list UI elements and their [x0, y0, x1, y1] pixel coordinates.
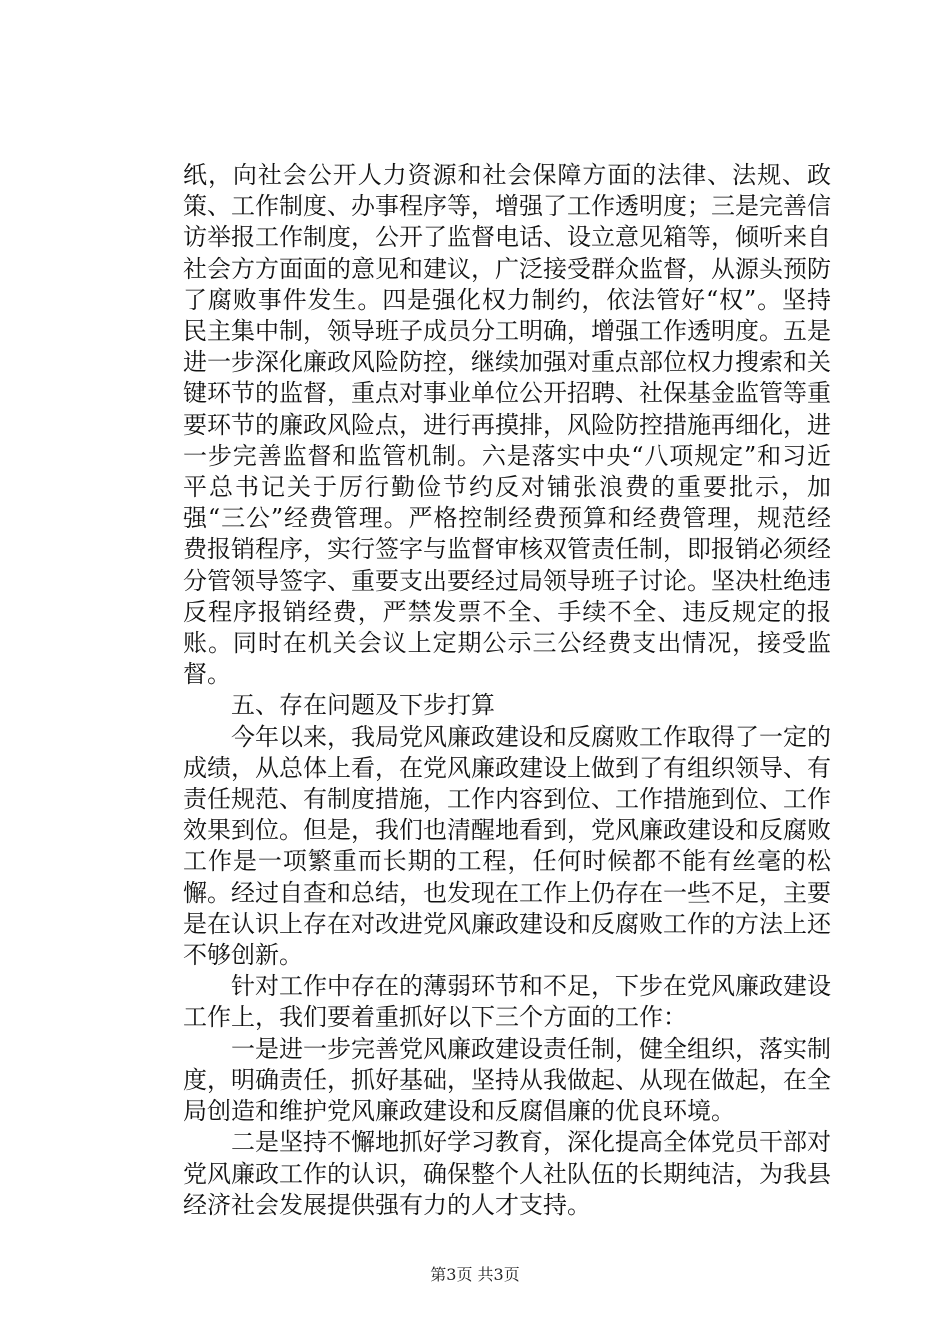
page-number-footer: 第3页 共3页	[430, 1265, 520, 1284]
document-body	[183, 160, 831, 1221]
paragraph: 二是坚持不懈地抓好学习教育，深化提高全体党员干部对党风廉政工作的认识，确保整个人社队伍的长期纯洁，为我县经济社会发展提供强有力的人才支持。	[183, 1128, 831, 1219]
paragraph: 针对工作中存在的薄弱环节和不足，下步在党风廉政建设工作上，我们要着重抓好以下三个方面的工作：	[183, 972, 831, 1032]
paragraph: 今年以来，我局党风廉政建设和反腐败工作取得了一定的成绩，从总体上看，在党风廉政建设上做到了有组织领导、有责任规范、有制度措施，工作内容到位、工作措施到位、工作效果到位。但是，我们也清醒地看到，党风廉政建设和反腐败工作是一项繁重而长期的工程，任何时候都不能有丝毫的松懈。经过自查和总结，也发现在工作上仍存在一些不足，主要是在认识上存在对改进党风廉政建设和反腐败工作的方法上还不够创新。	[183, 722, 831, 970]
paragraph-continuation: 纸，向社会公开人力资源和社会保障方面的法律、法规、政策、工作制度、办事程序等，增强了工作透明度；三是完善信访举报工作制度，公开了监督电话、设立意见箱等，倾听来自社会方方面面的意见和建议，广泛接受群众监督，从源头预防了腐败事件发生。四是强化权力制约，依法管好“权”。坚持民主集中制，领导班子成员分工明确，增强工作透明度。五是进一步深化廉政风险防控，继续加强对重点部位权力搜索和关键环节的监督，重点对事业单位公开招聘、社保基金监管等重要环节的廉政风险点，进行再摸排，风险防控措施再细化，进一步完善监督和监管机制。六是落实中央“八项规定”和习近平总书记关于厉行勤俭节约反对铺张浪费的重要批示，加强“三公”经费管理。严格控制经费预算和经费管理，规范经费报销程序，实行签字与监督审核双管责任制，即报销必须经分管领导签字、重要支出要经过局领导班子讨论。坚决杜绝违反程序报销经费，严禁发票不全、手续不全、违反规定的报账。同时在机关会议上定期公示三公经费支出情况，接受监督。	[183, 161, 831, 689]
paragraph: 一是进一步完善党风廉政建设责任制，健全组织，落实制度，明确责任，抓好基础，坚持从我做起、从现在做起，在全局创造和维护党风廉政建设和反腐倡廉的优良环境。	[183, 1034, 831, 1126]
section-heading: 五、存在问题及下步打算	[231, 691, 495, 720]
